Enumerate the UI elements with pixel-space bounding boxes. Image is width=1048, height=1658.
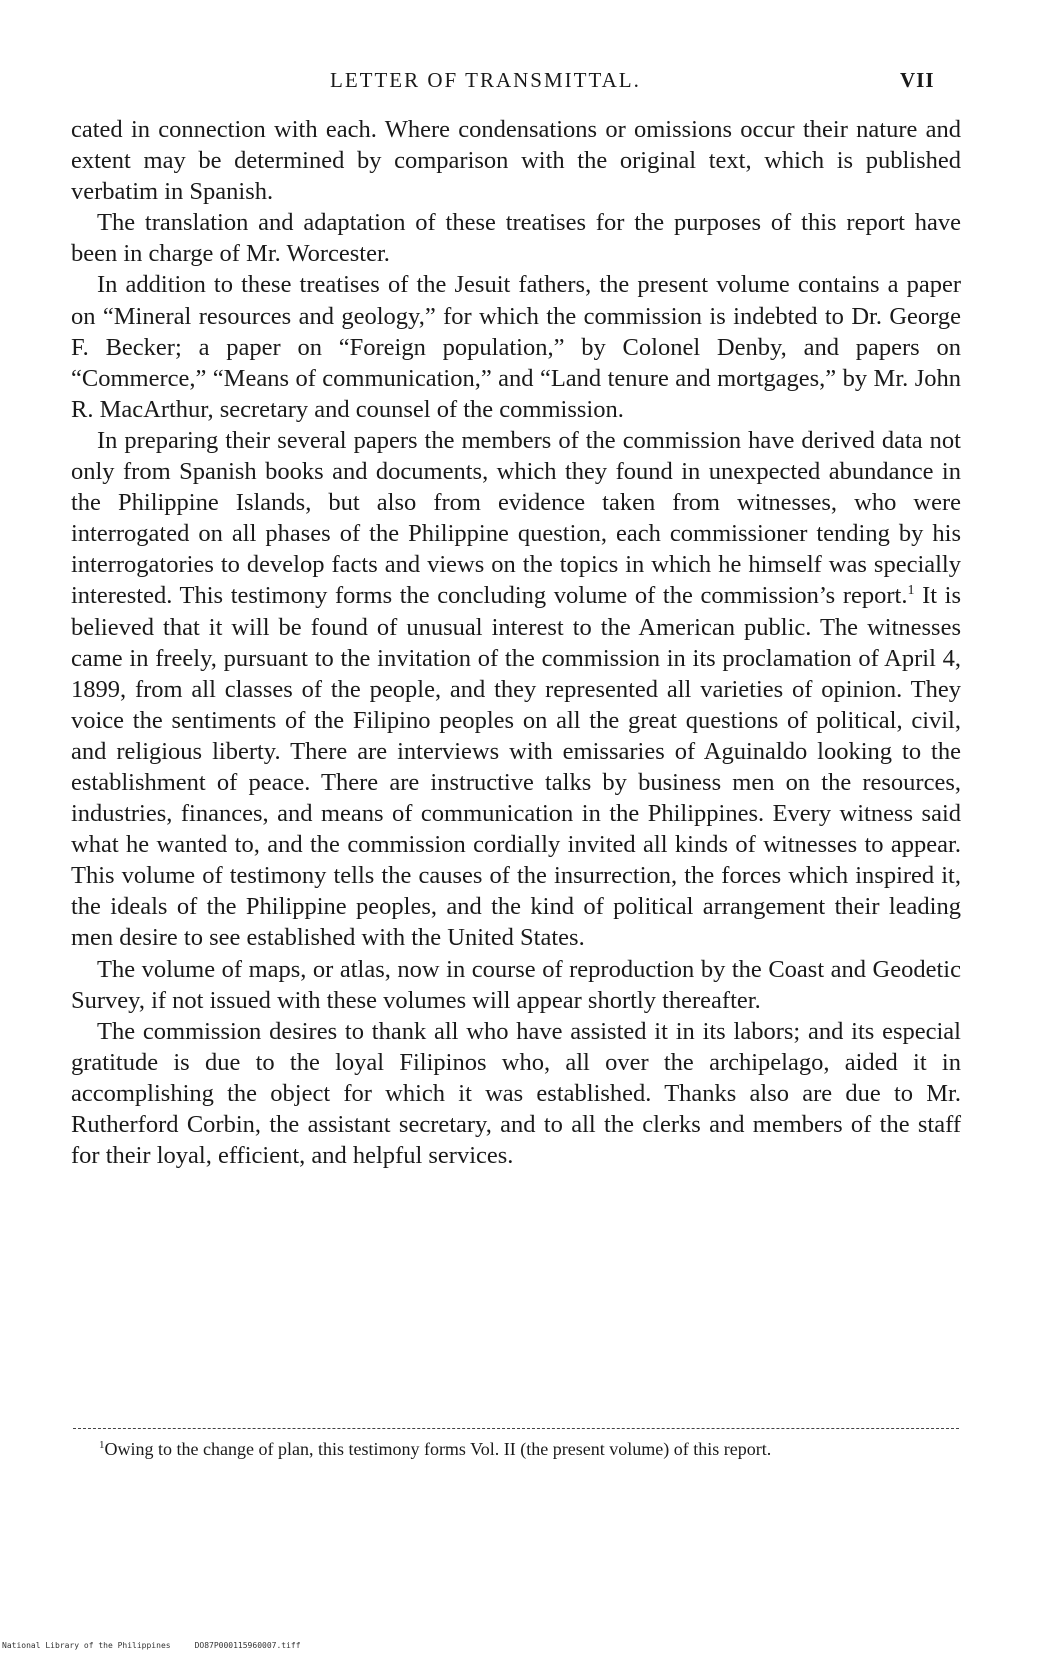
paragraph-4-part-b: It is believed that it will be found of unusual interest to the American public. The witnesses came in freely, pursuant to the invitation of the commission in its proclamation of April 4, 1899, from all classes of the people, and they represented all varieties of opinion. They voice the sentiments of the Filipino peoples on all the great questions of political, civil, and religious liberty. There are interviews with emissaries of Aguinaldo looking to the establishment of peace. There are instructive talks by business men on the resources, industries, finances, and means of communication in the Philippines. Every witness said what he wanted to, and the commission cordially invited all kinds of witnesses to appear. This volume of testimony tells the causes of the insurrection, the forces which inspired it, the ideals of the Philippine peoples, and the kind of political arrangement their leading men desire to see established with the United States. — [71, 582, 961, 952]
paragraph-6: The commission desires to thank all who have assisted it in its labors; and its especial gratitude is due to the loyal Filipinos who, all over the archipelago, aided it in accomplishing the object for which it was established. Thanks also are due to Mr. Rutherford Corbin, the assistant secretary, and to all the clerks and members of the staff for their loyal, efficient, and helpful services. — [71, 1017, 961, 1170]
paragraph-5: The volume of maps, or atlas, now in course of reproduction by the Coast and Geodetic Survey, if not issued with these volumes will appear shortly thereafter. — [71, 955, 961, 1014]
paragraph-1: cated in connection with each. Where condensations or omissions occur their nature and extent may be determined by comparison with the original text, which is published verbatim in Spanish. — [71, 116, 961, 206]
footnote-rule — [73, 1428, 959, 1429]
footnote-text: Owing to the change of plan, this testimony forms Vol. II (the present volume) of this report. — [104, 1439, 772, 1459]
paragraph-2: The translation and adaptation of these treatises for the purposes of this report have been in charge of Mr. Worcester. — [71, 209, 961, 268]
footnote-marker: 1 — [99, 1439, 105, 1451]
paragraph-4 — [71, 425, 961, 954]
footnote-reference[interactable]: 1 — [907, 583, 915, 599]
body-text — [71, 114, 961, 1171]
footnote — [73, 1436, 959, 1462]
running-head — [0, 68, 1048, 96]
paragraph-4-part-a: In preparing their several papers the members of the commission have derived data not only from Spanish books and documents, which they found in unexpected abundance in the Philippine Islands, but also from evidence taken from witnesses, who were interrogated on all phases of the Philippine question, each commissioner tending by his interrogatories to develop facts and views on the topics in which he himself was specially interested. This testimony forms the concluding volume of the commission’s report. — [71, 426, 961, 610]
page-number: VII — [900, 68, 935, 92]
scan-footer — [2, 1641, 602, 1650]
scan-library-label: National Library of the Philippines — [2, 1641, 171, 1650]
paragraph-3: In addition to these treatises of the Jesuit fathers, the present volume contains a paper on “Mineral resources and geology,” for which the commission is indebted to Dr. George F. Becker; a paper on “Foreign population,” by Colonel Denby, and papers on “Commerce,” “Means of communication,” and “Land tenure and mortgages,” by Mr. John R. MacArthur, secretary and counsel of the commission. — [71, 271, 961, 423]
running-head-title: LETTER OF TRANSMITTAL. — [330, 68, 641, 92]
scan-file-label: DO87P000115960007.tiff — [194, 1641, 301, 1650]
